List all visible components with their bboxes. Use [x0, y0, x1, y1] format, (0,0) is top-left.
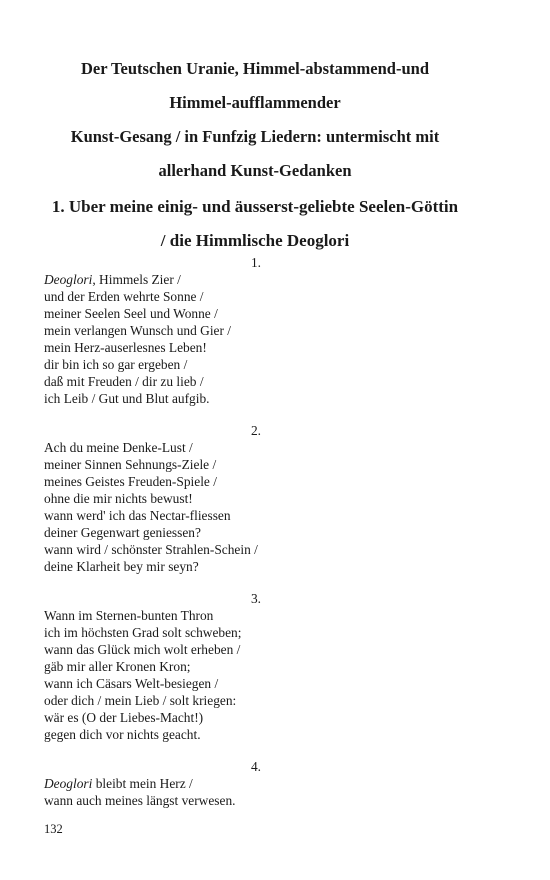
poem-title — [40, 190, 470, 258]
verse-line: wann auch meines längst verwesen. — [44, 793, 236, 808]
title-line: Himmel-aufflammender — [169, 93, 341, 112]
stanza-2 — [44, 422, 484, 575]
verse-line: meiner Sinnen Sehnungs-Ziele / — [44, 457, 217, 472]
verse-italic: Deoglori — [44, 272, 93, 287]
verse-line: dir bin ich so gar ergeben / — [44, 357, 188, 372]
verse-italic: Deoglori — [44, 776, 93, 791]
verse-line: Wann im Sternen-bunten Thron — [44, 608, 214, 623]
poem-title-line: / die Himmlische Deoglori — [160, 231, 350, 250]
poem-title-line: 1. Uber meine einig- und äusserst-geliebte Seelen-Göttin — [51, 197, 459, 216]
verse-line: mein Herz-auserlesnes Leben! — [44, 340, 207, 355]
title-line: allerhand Kunst-Gedanken — [158, 161, 352, 180]
verse-text: , Himmels Zier / — [92, 272, 181, 287]
stanza-number: 1. — [250, 255, 262, 270]
verse-line: gegen dich vor nichts geacht. — [44, 727, 201, 742]
page-number: 132 — [44, 822, 63, 836]
verse-line — [44, 271, 484, 288]
title-line: Kunst-Gesang / in Funfzig Liedern: untermischt mit — [70, 127, 440, 146]
verse-line: oder dich / mein Lieb / solt kriegen: — [44, 693, 237, 708]
verse-line: ich Leib / Gut und Blut aufgib. — [44, 391, 210, 406]
stanza-3 — [44, 590, 484, 743]
verse-line: wär es (O der Liebes-Macht!) — [44, 710, 204, 725]
stanza-4 — [44, 758, 484, 809]
verse-line: deiner Gegenwart geniessen? — [44, 525, 201, 540]
verse-line: ohne die mir nichts bewust! — [44, 491, 193, 506]
verse-line: ich im höchsten Grad solt schweben; — [44, 625, 242, 640]
title-line: Der Teutschen Uranie, Himmel-abstammend-und — [80, 59, 430, 78]
verse-line: Ach du meine Denke-Lust / — [44, 440, 193, 455]
verse-text: bleibt mein Herz / — [92, 776, 193, 791]
verse-line: meiner Seelen Seel und Wonne / — [44, 306, 218, 321]
stanza-number: 2. — [250, 423, 262, 438]
verse-line: daß mit Freuden / dir zu lieb / — [44, 374, 204, 389]
verse-line: wann ich Cäsars Welt-besiegen / — [44, 676, 219, 691]
verse-line: mein verlangen Wunsch und Gier / — [44, 323, 232, 338]
verse-line — [44, 775, 484, 792]
verse-line: wann werd' ich das Nectar-fliessen — [44, 508, 231, 523]
verse-line: meines Geistes Freuden-Spiele / — [44, 474, 217, 489]
verse-line: deine Klarheit bey mir seyn? — [44, 559, 199, 574]
verse-line: wann das Glück mich wolt erheben / — [44, 642, 241, 657]
collection-title — [40, 52, 470, 188]
verse-line: wann wird / schönster Strahlen-Schein / — [44, 542, 258, 557]
stanza-number: 4. — [250, 759, 262, 774]
stanza-number: 3. — [250, 591, 262, 606]
stanza-1 — [44, 254, 484, 407]
verse-line: und der Erden wehrte Sonne / — [44, 289, 204, 304]
verse-line: gäb mir aller Kronen Kron; — [44, 659, 191, 674]
